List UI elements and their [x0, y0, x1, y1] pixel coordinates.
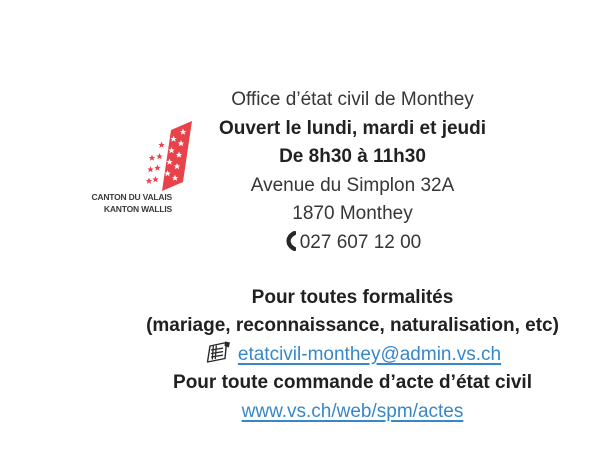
note-page-icon — [204, 341, 231, 364]
opening-days: Ouvert le lundi, mardi et jeudi — [218, 117, 487, 139]
logo-line-de: KANTON WALLIS — [103, 203, 172, 214]
office-info-block — [95, 86, 610, 258]
office-title: Office d’état civil de Monthey — [231, 89, 474, 110]
email-link[interactable]: etatcivil-monthey@admin.vs.ch — [237, 343, 502, 365]
notice-content — [95, 86, 610, 427]
opening-hours: De 8h30 à 11h30 — [279, 146, 426, 168]
email-line — [95, 341, 610, 370]
telephone-receiver-icon — [284, 231, 296, 251]
formalities-detail: (mariage, reconnaissance, naturalisation, etc) — [146, 315, 559, 337]
website-link[interactable]: www.vs.ch/web/spm/actes — [241, 400, 464, 422]
phone-number: 027 607 12 00 — [299, 231, 422, 253]
street-address: Avenue du Simplon 32A — [250, 174, 455, 196]
phone-line — [95, 229, 610, 258]
website-line — [95, 398, 610, 427]
formalities-heading: Pour toutes formalités — [251, 286, 454, 308]
city-address: 1870 Monthey — [292, 203, 413, 225]
logo-line-fr: CANTON DU VALAIS — [91, 192, 172, 202]
formalities-block — [95, 284, 610, 427]
order-heading: Pour toute commande d’acte d’état civil — [173, 372, 532, 394]
